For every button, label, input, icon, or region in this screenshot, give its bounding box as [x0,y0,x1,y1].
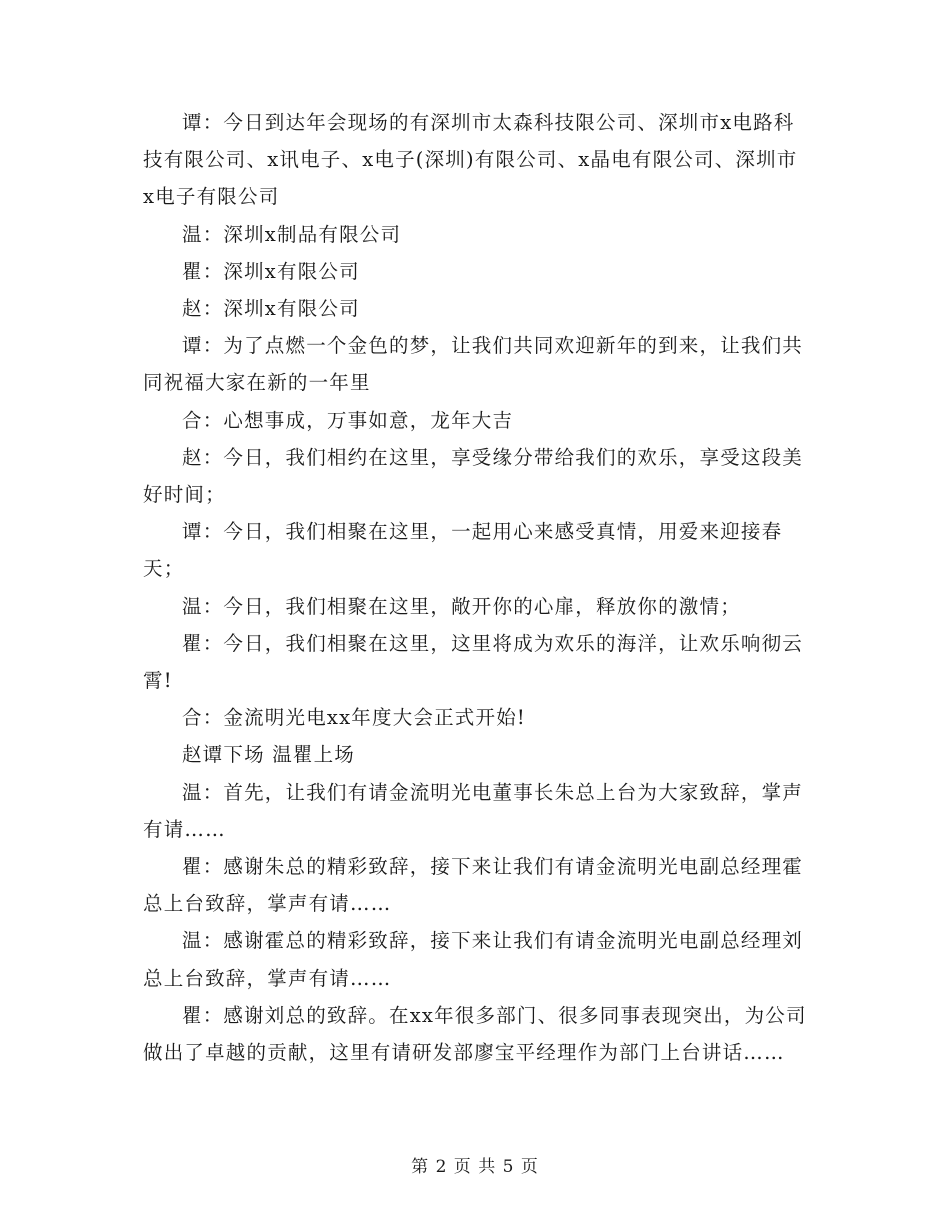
paragraph: 赵：深圳x有限公司 [182,297,360,321]
paragraph: 谭：为了点燃一个金色的梦，让我们共同欢迎新年的到来，让我们共同祝福大家在新的一年里 [143,334,804,395]
paragraph: 温：深圳x制品有限公司 [182,222,402,246]
paragraph: 温：首先，让我们有请金流明光电董事长朱总上台为大家致辞，掌声有请…… [143,780,804,841]
paragraph: 瞿：感谢刘总的致辞。在xx年很多部门、很多同事表现突出，为公司做出了卓越的贡献，这里有请研发部廖宝平经理作为部门上台讲话…… [143,1003,807,1065]
paragraph: 温：感谢霍总的精彩致辞，接下来让我们有请金流明光电副总经理刘总上台致辞，掌声有请…… [143,929,804,990]
paragraph: 谭：今日，我们相聚在这里，一起用心来感受真情，用爱来迎接春天； [143,520,783,581]
paragraph: 瞿：感谢朱总的精彩致辞，接下来让我们有请金流明光电副总经理霍总上台致辞，掌声有请…… [143,855,804,916]
stage-direction: 赵谭下场 温瞿上场 [182,743,355,767]
paragraph: 合：金流明光电xx年度大会正式开始! [182,706,526,730]
paragraph: 瞿：深圳x有限公司 [182,259,360,283]
paragraph: 温：今日，我们相聚在这里，敞开你的心扉，释放你的激情； [182,594,741,618]
paragraph: 合：心想事成，万事如意，龙年大吉 [182,408,514,432]
paragraph: 赵：今日，我们相约在这里，享受缘分带给我们的欢乐，享受这段美好时间； [143,445,804,507]
paragraph: 谭：今日到达年会现场的有深圳市太森科技限公司、深圳市x电路科技有限公司、x讯电子、x电子(深圳)有限公司、x晶电有限公司、深圳市x电子有限公司 [143,111,798,209]
paragraph: 瞿：今日，我们相聚在这里，这里将成为欢乐的海洋，让欢乐响彻云霄! [143,631,804,693]
page-number-footer: 第 2 页 共 5 页 [411,1157,539,1177]
document-body [143,104,808,1071]
